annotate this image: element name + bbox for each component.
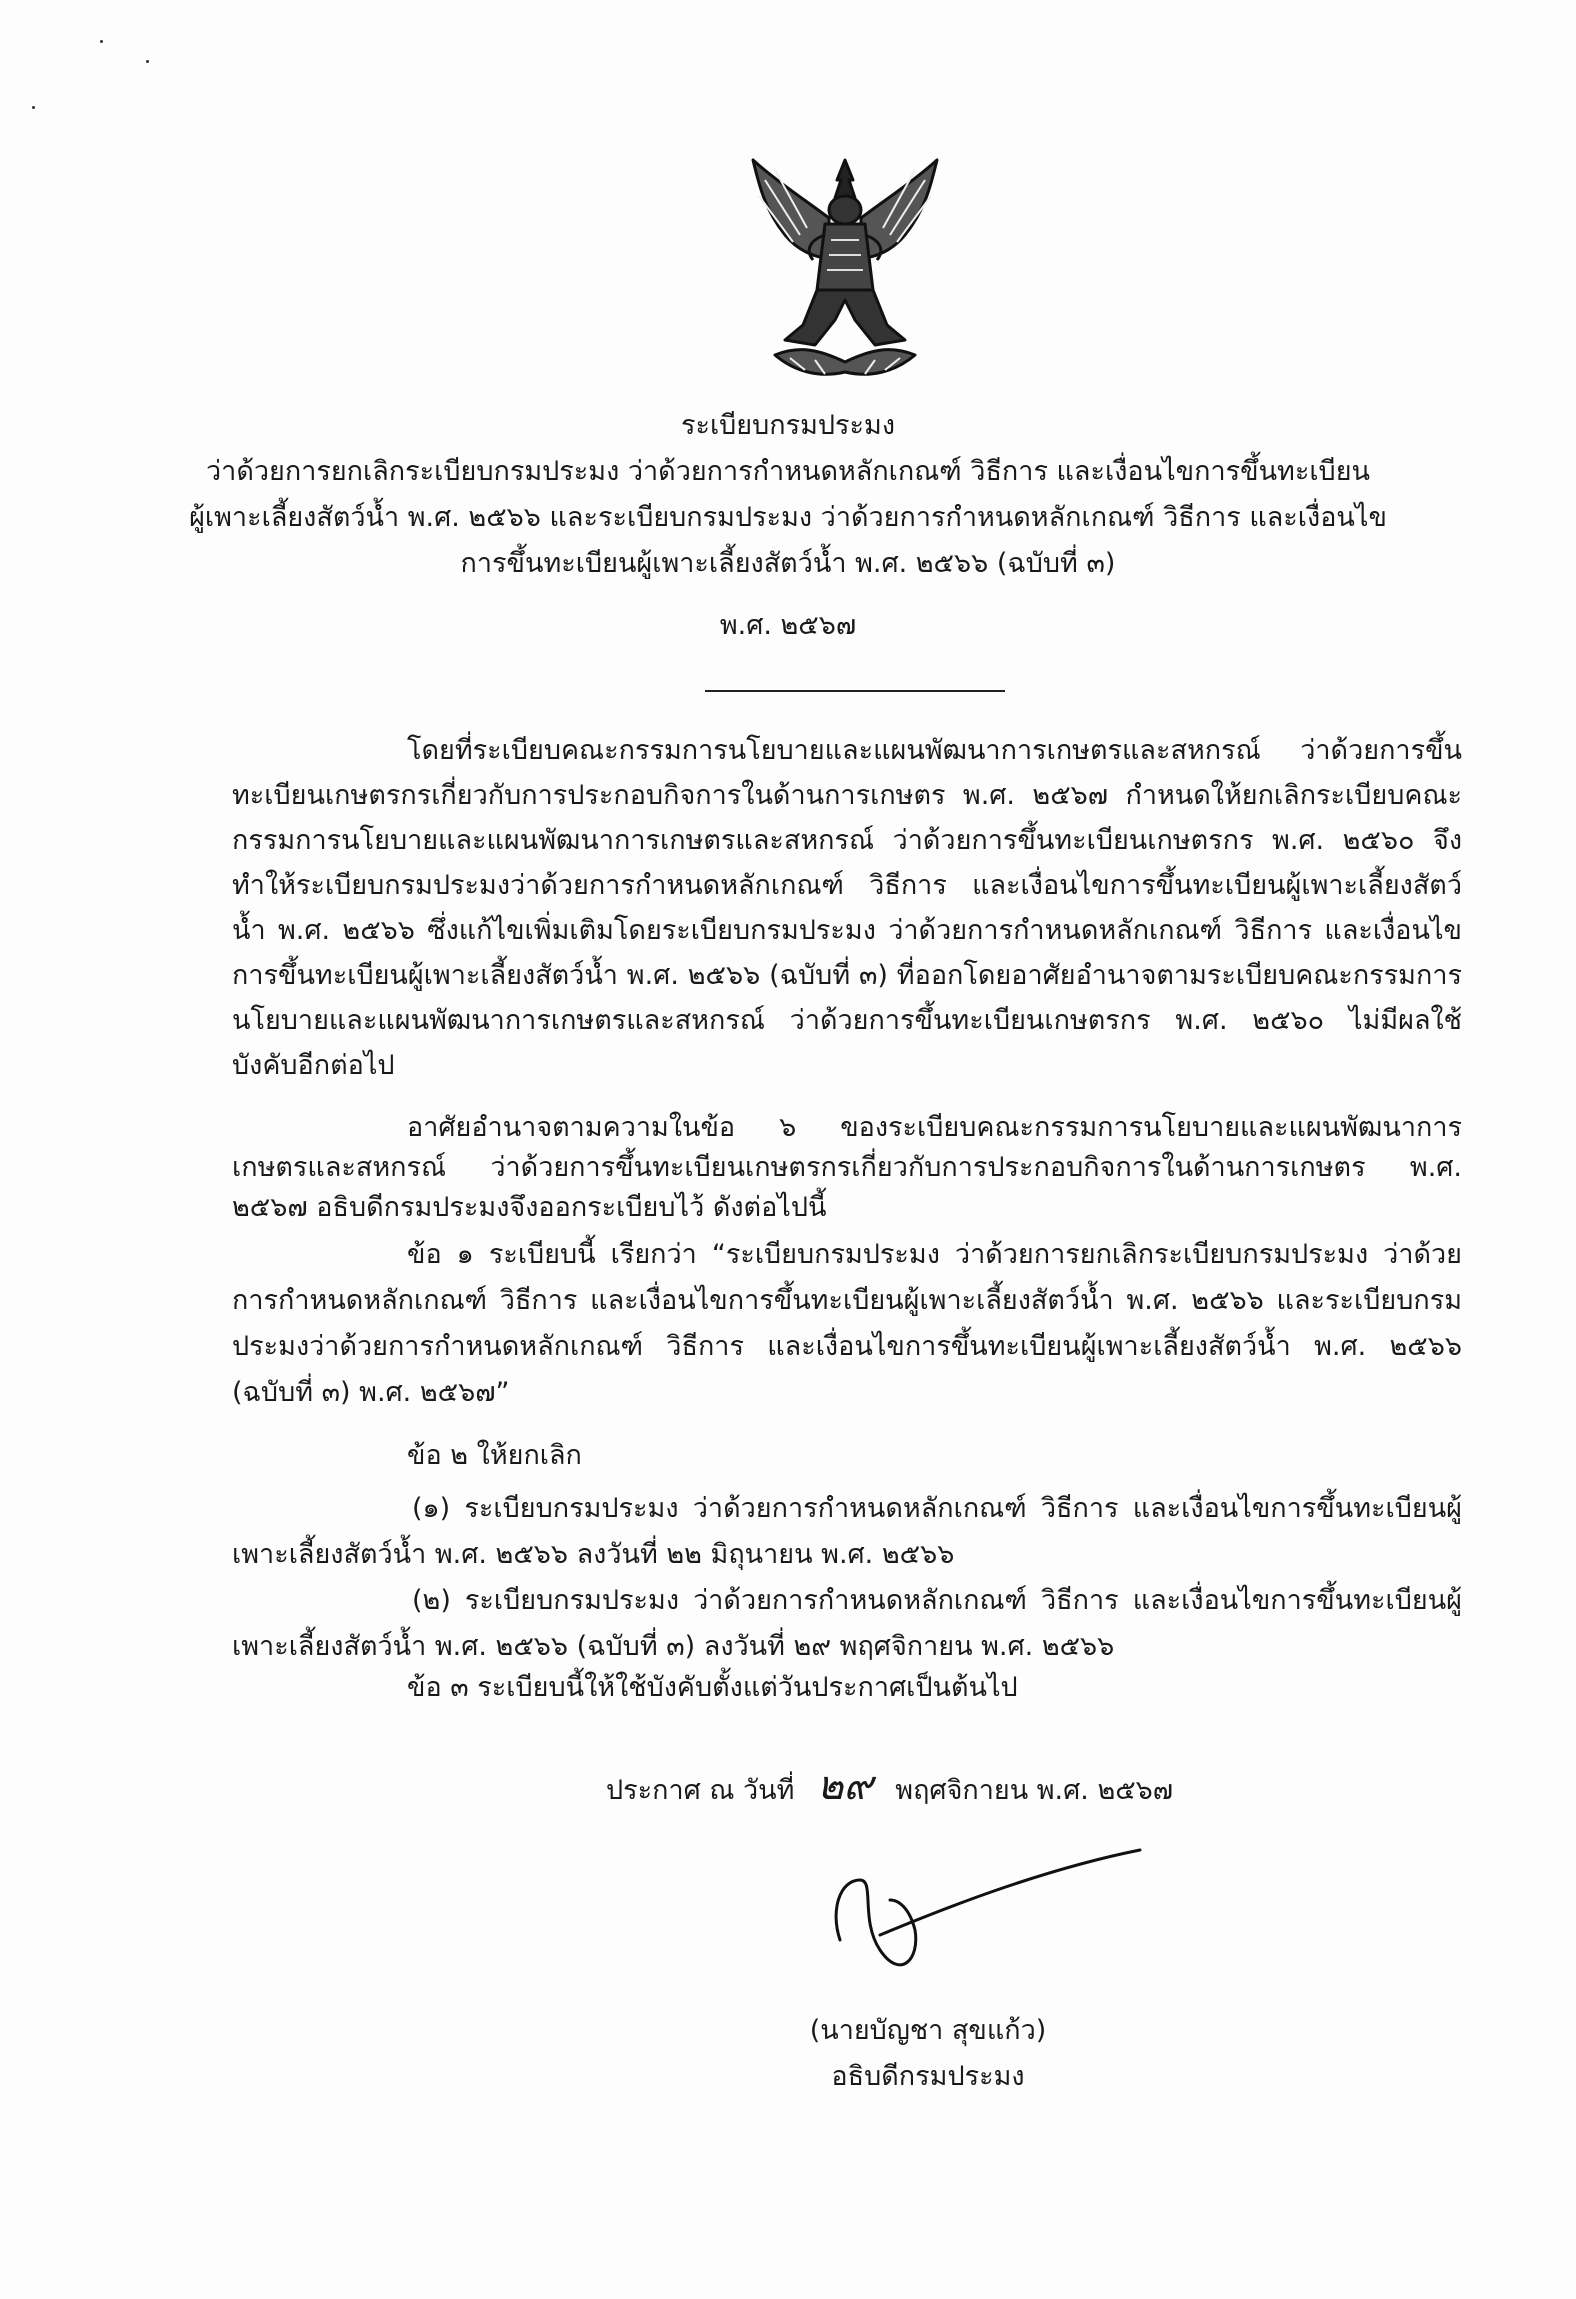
scan-speck <box>100 40 103 43</box>
clause-2-item-2: (๒) ระเบียบกรมประมง ว่าด้วยการกำหนดหลักเกณฑ์ วิธีการ และเงื่อนไขการขึ้นทะเบียนผู้เพาะเลี้ยงสัตว์น้ำ พ.ศ. ๒๕๖๖ (ฉบับที่ ๓) ลงวันที่ ๒๙ พฤศจิกายน พ.ศ. ๒๕๖๖ <box>232 1585 1462 1662</box>
title-subject-line-3: การขึ้นทะเบียนผู้เพาะเลี้ยงสัตว์น้ำ พ.ศ. ๒๕๖๖ (ฉบับที่ ๓) <box>460 548 1116 579</box>
scan-speck <box>146 60 149 63</box>
garuda-emblem-icon <box>745 140 945 385</box>
document-title: ระเบียบกรมประมง <box>680 410 896 441</box>
title-subject-line-2: ผู้เพาะเลี้ยงสัตว์น้ำ พ.ศ. ๒๕๖๖ และระเบียบกรมประมง ว่าด้วยการกำหนดหลักเกณฑ์ วิธีการ และเงื่อนไข <box>189 502 1387 533</box>
announcement-month-year: พฤศจิกายน พ.ศ. ๒๕๖๗ <box>895 1775 1174 1806</box>
clause-1: ข้อ ๑ ระเบียบนี้ เรียกว่า “ระเบียบกรมประมง ว่าด้วยการยกเลิกระเบียบกรมประมง ว่าด้วยการกำหนดหลักเกณฑ์ วิธีการ และเงื่อนไขการขึ้นทะเบียนผู้เพาะเลี้ยงสัตว์น้ำ พ.ศ. ๒๕๖๖ และระเบียบกรมประมงว่าด้วยการกำหนดหลักเกณฑ์ วิธีการ และเงื่อนไขการขึ้นทะเบียนผู้เพาะเลี้ยงสัตว์น้ำ พ.ศ. ๒๕๖๖ (ฉบับที่ ๓) พ.ศ. ๒๕๖๗” <box>232 1239 1462 1408</box>
title-divider <box>705 690 1005 692</box>
announcement-date <box>606 1763 1174 1809</box>
preamble-paragraph: โดยที่ระเบียบคณะกรรมการนโยบายและแผนพัฒนาการเกษตรและสหกรณ์ ว่าด้วยการขึ้นทะเบียนเกษตรกรเกี่ยวกับการประกอบกิจการในด้านการเกษตร พ.ศ. ๒๕๖๗ กำหนดให้ยกเลิกระเบียบคณะกรรมการนโยบายและแผนพัฒนาการเกษตรและสหกรณ์ ว่าด้วยการขึ้นทะเบียนเกษตรกร พ.ศ. ๒๕๖๐ จึงทำให้ระเบียบกรมประมงว่าด้วยการกำหนดหลักเกณฑ์ วิธีการ และเงื่อนไขการขึ้นทะเบียนผู้เพาะเลี้ยงสัตว์น้ำ พ.ศ. ๒๕๖๖ ซึ่งแก้ไขเพิ่มเติมโดยระเบียบกรมประมง ว่าด้วยการกำหนดหลักเกณฑ์ วิธีการ และเงื่อนไขการขึ้นทะเบียนผู้เพาะเลี้ยงสัตว์น้ำ พ.ศ. ๒๕๖๖ (ฉบับที่ ๓) ที่ออกโดยอาศัยอำนาจตามระเบียบคณะกรรมการนโยบายและแผนพัฒนาการเกษตรและสหกรณ์ ว่าด้วยการขึ้นทะเบียนเกษตรกร พ.ศ. ๒๕๖๐ ไม่มีผลใช้บังคับอีกต่อไป <box>232 735 1462 1081</box>
signatory-name: (นายบัญชา สุขแก้ว) <box>809 2015 1047 2046</box>
signatory-position: อธิบดีกรมประมง <box>831 2061 1025 2092</box>
clause-2-item-1: (๑) ระเบียบกรมประมง ว่าด้วยการกำหนดหลักเกณฑ์ วิธีการ และเงื่อนไขการขึ้นทะเบียนผู้เพาะเลี้ยงสัตว์น้ำ พ.ศ. ๒๕๖๖ ลงวันที่ ๒๒ มิถุนายน พ.ศ. ๒๕๖๖ <box>232 1493 1462 1570</box>
title-subject-line-1: ว่าด้วยการยกเลิกระเบียบกรมประมง ว่าด้วยการกำหนดหลักเกณฑ์ วิธีการ และเงื่อนไขการขึ้นทะเบียน <box>206 456 1370 487</box>
title-year: พ.ศ. ๒๕๖๗ <box>719 610 857 641</box>
clause-3: ข้อ ๓ ระเบียบนี้ให้ใช้บังคับตั้งแต่วันประกาศเป็นต้นไป <box>407 1672 1018 1703</box>
clause-2: ข้อ ๒ ให้ยกเลิก <box>407 1440 582 1471</box>
announcement-day: ๒๙ <box>817 1763 873 1809</box>
announcement-prefix: ประกาศ ณ วันที่ <box>606 1775 795 1806</box>
authority-paragraph: อาศัยอำนาจตามความในข้อ ๖ ของระเบียบคณะกรรมการนโยบายและแผนพัฒนาการเกษตรและสหกรณ์ ว่าด้วยการขึ้นทะเบียนเกษตรกรเกี่ยวกับการประกอบกิจการในด้านการเกษตร พ.ศ. ๒๕๖๗ อธิบดีกรมประมงจึงออกระเบียบไว้ ดังต่อไปนี้ <box>232 1112 1462 1223</box>
scan-speck <box>32 106 35 109</box>
handwritten-signature <box>820 1840 1150 2000</box>
